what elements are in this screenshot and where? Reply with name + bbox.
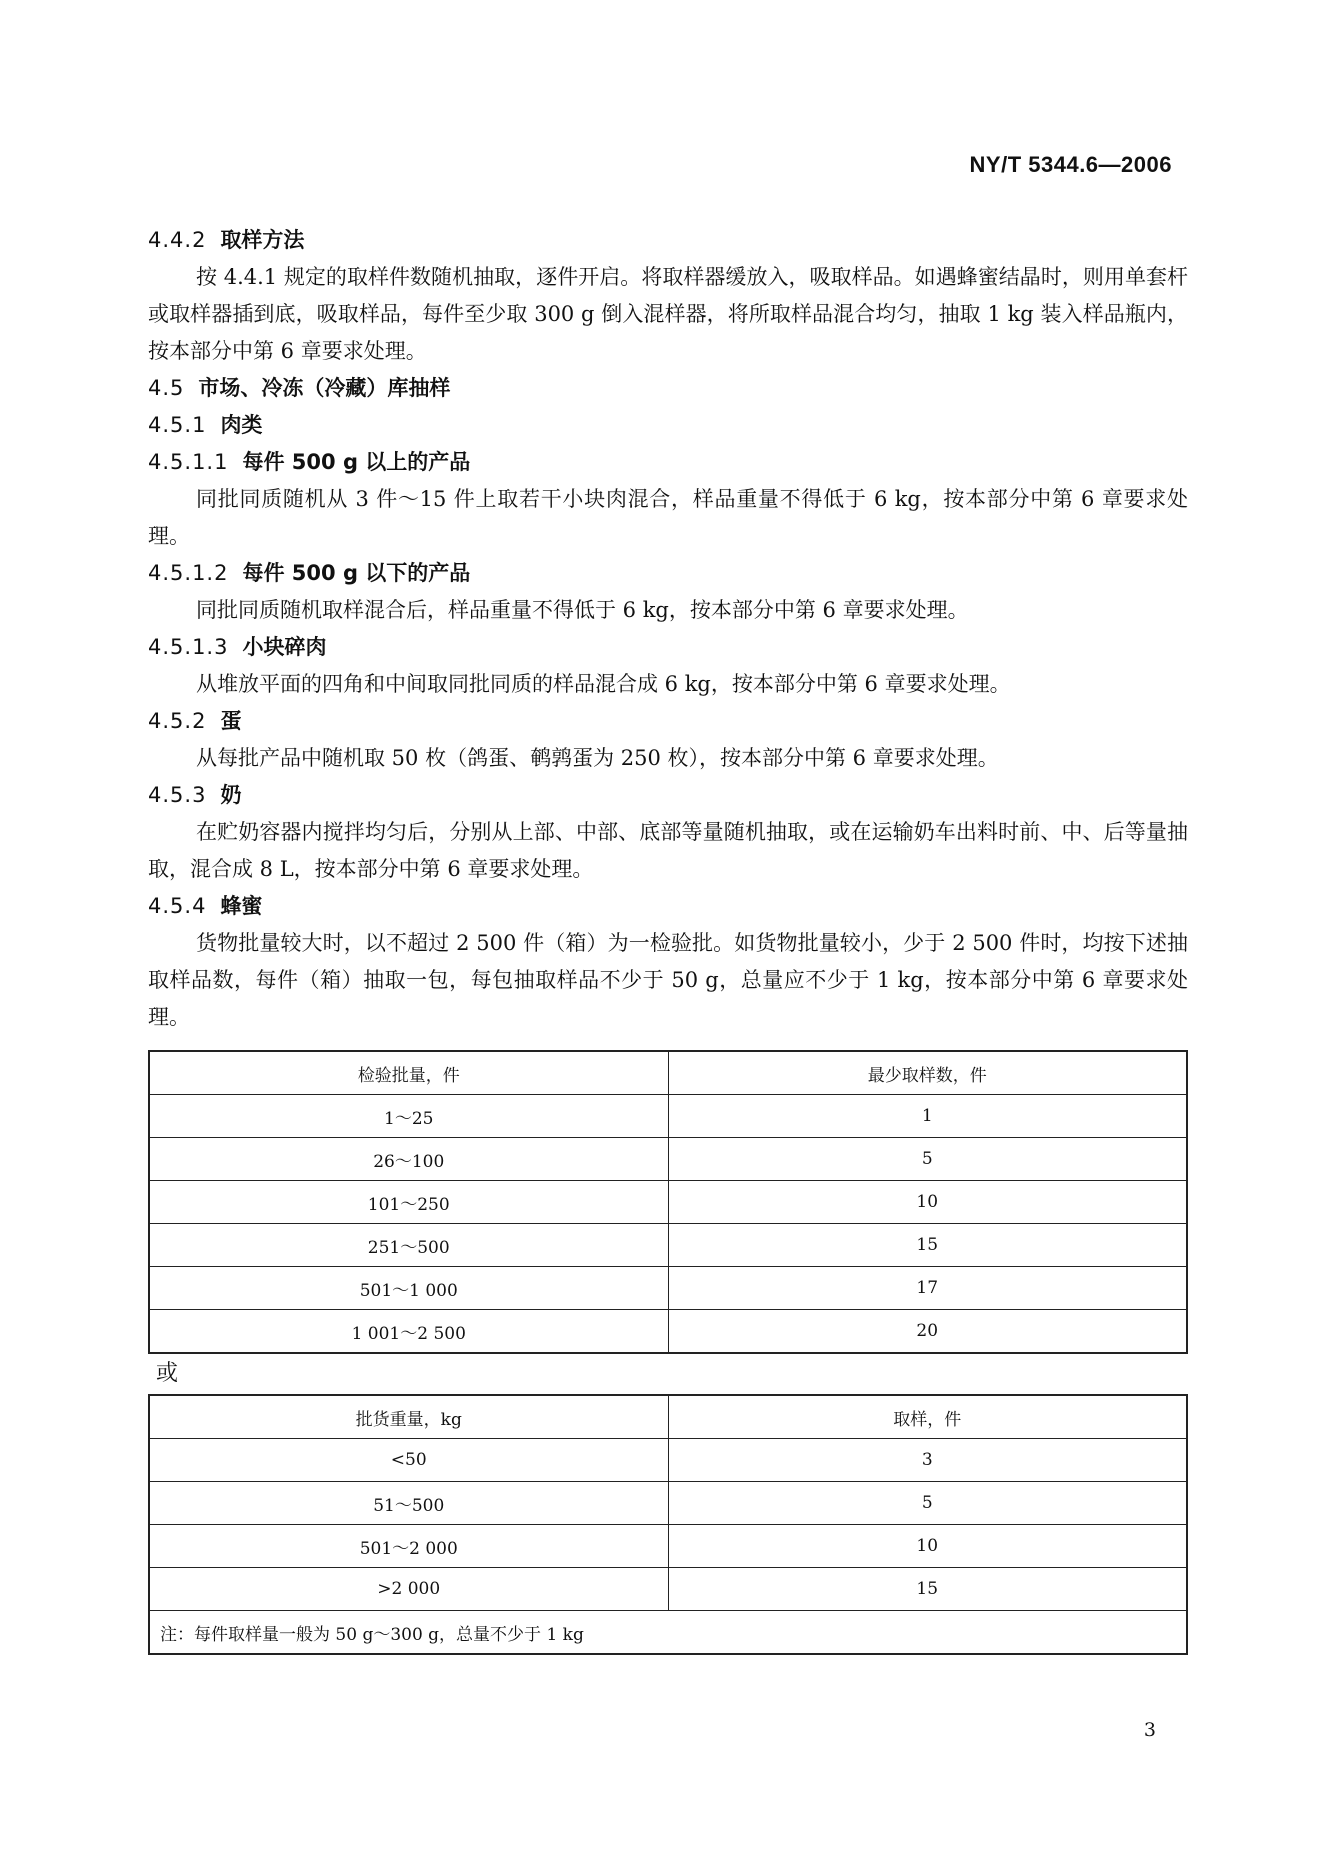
- table-cell: 20: [668, 1310, 1187, 1354]
- section-heading-4-5-1-2: [148, 555, 1188, 592]
- table-row: [149, 1310, 1187, 1354]
- section-heading-4-5-1-1: [148, 444, 1188, 481]
- table-cell: <50: [149, 1439, 668, 1482]
- section-title: 每件 500 g 以下的产品: [242, 561, 471, 585]
- page-number: 3: [1143, 1719, 1156, 1741]
- section-number: 4.5.1.2: [148, 561, 229, 585]
- section-number: 4.5.1.3: [148, 635, 229, 659]
- table-header-row: [149, 1395, 1187, 1439]
- table-cell: 1: [668, 1095, 1187, 1138]
- paragraph-meat-under-500g: 同批同质随机取样混合后，样品重量不得低于 6 kg，按本部分中第 6 章要求处理。: [196, 598, 969, 622]
- section-heading-4-5-1-3: [148, 629, 1188, 666]
- section-heading-4-5-3: [148, 777, 1188, 814]
- section-number: 4.5.2: [148, 709, 207, 733]
- table-cell: 1 001～2 500: [149, 1310, 668, 1354]
- paragraph-sampling-method: 按 4.4.1 规定的取样件数随机抽取，逐件开启。将取样器缓放入，吸取样品。如遇蜂蜜结晶时，则用单套杆或取样器插到底，吸取样品，每件至少取 300 g 倒入混样器，将所取样品混合均匀，抽取 1 kg 装入样品瓶内，按本部分中第 6 章要求处理。: [148, 265, 1188, 363]
- section-number: 4.5.4: [148, 894, 207, 918]
- table-row: [149, 1181, 1187, 1224]
- table-row: [149, 1439, 1187, 1482]
- table-cell: 1～25: [149, 1095, 668, 1138]
- table-cell: 10: [668, 1525, 1187, 1568]
- section-number: 4.5.1.1: [148, 450, 229, 474]
- section-title: 取样方法: [220, 228, 305, 252]
- or-label: 或: [156, 1361, 179, 1386]
- table-header-cell: 取样，件: [668, 1395, 1187, 1439]
- section-title: 市场、冷冻（冷藏）库抽样: [198, 376, 451, 400]
- table-cell: 101～250: [149, 1181, 668, 1224]
- section-heading-4-5-2: [148, 703, 1188, 740]
- batch-weight-table: [148, 1394, 1188, 1655]
- table-cell: 3: [668, 1439, 1187, 1482]
- table-header-cell: 批货重量，kg: [149, 1395, 668, 1439]
- document-body: [148, 222, 1188, 1655]
- table-cell: 251～500: [149, 1224, 668, 1267]
- table-cell: 15: [668, 1568, 1187, 1611]
- table-cell: 17: [668, 1267, 1187, 1310]
- table-row: [149, 1482, 1187, 1525]
- section-heading-4-5-1: [148, 407, 1188, 444]
- table-header-row: [149, 1051, 1187, 1095]
- section-heading-4-4-2: [148, 222, 1188, 259]
- table-cell: 501～1 000: [149, 1267, 668, 1310]
- section-heading-4-5: [148, 370, 1188, 407]
- table-header-cell: 检验批量，件: [149, 1051, 668, 1095]
- table-row: [149, 1138, 1187, 1181]
- paragraph-milk: 在贮奶容器内搅拌均匀后，分别从上部、中部、底部等量随机抽取，或在运输奶车出料时前、中、后等量抽取，混合成 8 L，按本部分中第 6 章要求处理。: [148, 820, 1188, 881]
- paragraph-honey: 货物批量较大时，以不超过 2 500 件（箱）为一检验批。如货物批量较小，少于 2 500 件时，均按下述抽取样品数，每件（箱）抽取一包，每包抽取样品不少于 50 g，总量应不少于 1 kg，按本部分中第 6 章要求处理。: [148, 931, 1188, 1029]
- table-cell: >2 000: [149, 1568, 668, 1611]
- section-number: 4.5: [148, 376, 185, 400]
- batch-size-table: [148, 1050, 1188, 1354]
- document-code: NY/T 5344.6—2006: [969, 152, 1172, 177]
- table-cell: 5: [668, 1138, 1187, 1181]
- section-title: 蜂蜜: [220, 894, 263, 918]
- table-cell: 51～500: [149, 1482, 668, 1525]
- paragraph-meat-over-500g: 同批同质随机从 3 件～15 件上取若干小块肉混合，样品重量不得低于 6 kg，按本部分中第 6 章要求处理。: [148, 487, 1188, 548]
- section-title: 肉类: [220, 413, 263, 437]
- paragraph-eggs: 从每批产品中随机取 50 枚（鸽蛋、鹌鹑蛋为 250 枚），按本部分中第 6 章要求处理。: [196, 746, 999, 770]
- section-title: 蛋: [220, 709, 242, 733]
- table-cell: 26～100: [149, 1138, 668, 1181]
- section-number: 4.4.2: [148, 228, 207, 252]
- table-header-cell: 最少取样数，件: [668, 1051, 1187, 1095]
- table-note: 注：每件取样量一般为 50 g～300 g，总量不少于 1 kg: [149, 1611, 1187, 1655]
- table-row: [149, 1224, 1187, 1267]
- table-row: [149, 1267, 1187, 1310]
- section-heading-4-5-4: [148, 888, 1188, 925]
- table-row: [149, 1568, 1187, 1611]
- section-number: 4.5.1: [148, 413, 207, 437]
- table-row: [149, 1095, 1187, 1138]
- section-title: 奶: [220, 783, 242, 807]
- table-cell: 5: [668, 1482, 1187, 1525]
- table-note-row: [149, 1611, 1187, 1655]
- table-cell: 10: [668, 1181, 1187, 1224]
- paragraph-minced-meat: 从堆放平面的四角和中间取同批同质的样品混合成 6 kg，按本部分中第 6 章要求处理。: [196, 672, 1011, 696]
- section-title: 每件 500 g 以上的产品: [242, 450, 471, 474]
- section-number: 4.5.3: [148, 783, 207, 807]
- table-row: [149, 1525, 1187, 1568]
- section-title: 小块碎肉: [242, 635, 327, 659]
- table-cell: 501～2 000: [149, 1525, 668, 1568]
- table-cell: 15: [668, 1224, 1187, 1267]
